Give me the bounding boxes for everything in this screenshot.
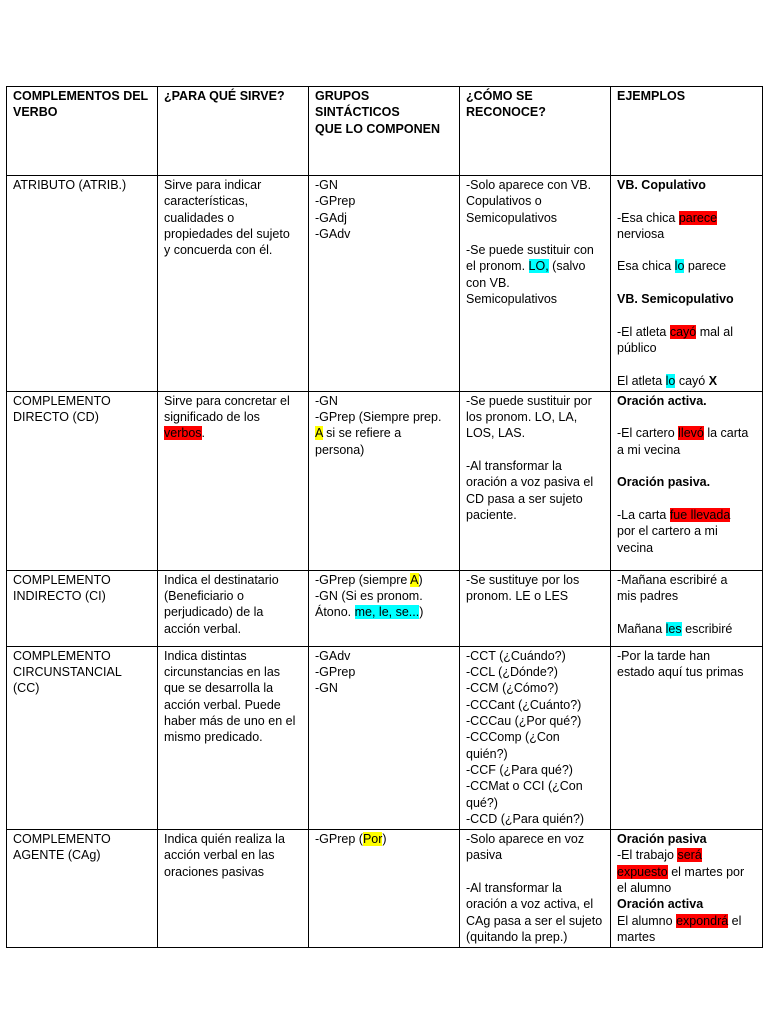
cell-ci-groups: -GPrep (siempre A) -GN (Si es pronom. Átono. me, le, se...) <box>309 570 460 646</box>
cell-cag-recognize: -Solo aparece en voz pasiva -Al transformar la oración a voz activa, el CAg pasa a ser el sujeto (quitando la prep.) <box>460 830 611 948</box>
cell-atrib-examples: VB. Copulativo -Esa chica parece nerviosa Esa chica lo parece VB. Semicopulativo -El atleta cayó mal al público El atleta lo cayó X <box>611 176 763 392</box>
highlight-expondra: expondrá <box>676 913 729 928</box>
cell-cd-purpose: Sirve para concretar el significado de los verbos. <box>158 391 309 570</box>
cell-cd-recognize: -Se puede sustituir por los pronom. LO, LA, LOS, LAS. -Al transformar la oración a voz pasiva el CD pasa a ser sujeto paciente. <box>460 391 611 570</box>
highlight-sera: será <box>677 848 702 863</box>
highlight-por: Por <box>362 832 383 847</box>
cell-cc-groups: -GAdv -GPrep -GN <box>309 646 460 829</box>
table-row-complemento-indirecto <box>7 570 763 646</box>
cell-atrib-recognize: -Solo aparece con VB. Copulativos o Semicopulativos -Se puede sustituir con el pronom. LO, (salvo con VB. Semicopulativos <box>460 176 611 392</box>
highlight-a: A <box>410 572 419 587</box>
cell-cd-groups: -GN -GPrep (Siempre prep. A si se refiere a persona) <box>309 391 460 570</box>
incorrect-mark: X <box>708 373 718 388</box>
highlight-lo: lo <box>674 259 685 274</box>
header-ejemplos: EJEMPLOS <box>611 87 763 176</box>
cell-atrib-name: ATRIBUTO (ATRIB.) <box>7 176 158 392</box>
table-row-complemento-agente <box>7 830 763 948</box>
cell-cc-name: COMPLEMENTO CIRCUNSTANCIAL (CC) <box>7 646 158 829</box>
highlight-verbos: verbos <box>164 426 202 441</box>
table-row-complemento-circunstancial <box>7 646 763 829</box>
highlight-llevo: llevó <box>678 426 704 441</box>
cell-ci-purpose: Indica el destinatario (Beneficiario o perjudicado) de la acción verbal. <box>158 570 309 646</box>
header-como-se-reconoce: ¿CÓMO SE RECONOCE? <box>460 87 611 176</box>
table-row-atributo <box>7 176 763 392</box>
cell-cc-recognize: -CCT (¿Cuándo?) -CCL (¿Dónde?) -CCM (¿Cómo?) -CCCant (¿Cuánto?) -CCCau (¿Por qué?) -CCComp (¿Con quién?) -CCF (¿Para qué?) -CCMat o CCI (¿Con qué?) -CCD (¿Para quién?) <box>460 646 611 829</box>
verb-complements-table <box>6 86 763 948</box>
highlight-parece: parece <box>678 210 718 225</box>
highlight-lo: lo <box>665 373 676 388</box>
highlight-les: les <box>665 621 682 636</box>
header-para-que-sirve: ¿PARA QUÉ SIRVE? <box>158 87 309 176</box>
cell-cag-examples: Oración pasiva -El trabajo será expuesto el martes por el alumno Oración activa El alumno expondrá el martes <box>611 830 763 948</box>
header-complementos: COMPLEMENTOS DEL VERBO <box>7 87 158 176</box>
cell-cc-purpose: Indica distintas circunstancias en las que se desarrolla la acción verbal. Puede haber más de uno en el mismo predicado. <box>158 646 309 829</box>
cell-ci-recognize: -Se sustituye por los pronom. LE o LES <box>460 570 611 646</box>
cell-ci-name: COMPLEMENTO INDIRECTO (CI) <box>7 570 158 646</box>
cell-ci-examples: -Mañana escribiré a mis padres Mañana les escribiré <box>611 570 763 646</box>
highlight-a: A <box>315 426 323 441</box>
cell-cc-examples: -Por la tarde han estado aquí tus primas <box>611 646 763 829</box>
cell-atrib-groups: -GN -GPrep -GAdj -GAdv <box>309 176 460 392</box>
header-grupos-sintacticos: GRUPOS SINTÁCTICOS QUE LO COMPONEN <box>309 87 460 176</box>
header-row <box>7 87 763 176</box>
cell-cag-purpose: Indica quién realiza la acción verbal en las oraciones pasivas <box>158 830 309 948</box>
cell-cd-examples: Oración activa. -El cartero llevó la carta a mi vecina Oración pasiva. -La carta fue llevada por el cartero a mi vecina <box>611 391 763 570</box>
highlight-cayo: cayó <box>669 324 697 339</box>
cell-atrib-purpose: Sirve para indicar características, cualidades o propiedades del sujeto y concuerda con él. <box>158 176 309 392</box>
cell-cag-name: COMPLEMENTO AGENTE (CAg) <box>7 830 158 948</box>
highlight-me-le-se: me, le, se... <box>354 605 420 620</box>
highlight-expuesto: expuesto <box>617 864 668 879</box>
cell-cd-name: COMPLEMENTO DIRECTO (CD) <box>7 391 158 570</box>
highlight-lo: LO, <box>528 259 549 274</box>
highlight-fue-llevada: fue llevada <box>669 507 731 522</box>
table-row-complemento-directo <box>7 391 763 570</box>
cell-cag-groups: -GPrep (Por) <box>309 830 460 948</box>
